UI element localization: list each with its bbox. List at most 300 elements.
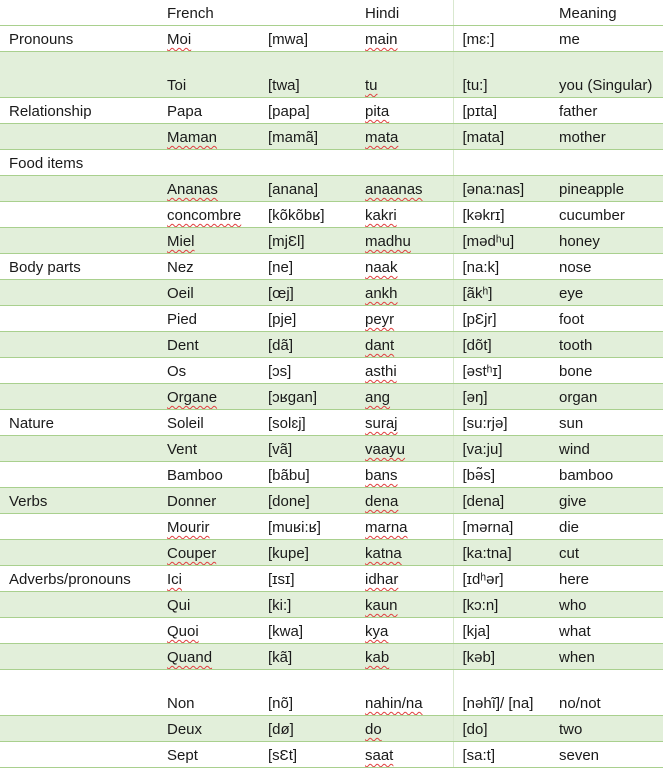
- meaning-text: seven: [559, 747, 600, 764]
- meaning-text: when: [559, 649, 595, 666]
- meaning-text: cut: [559, 545, 580, 562]
- hindi-ipa-cell: [453, 150, 550, 176]
- category-text: Relationship: [9, 103, 92, 120]
- table-row: [0, 150, 663, 176]
- category-cell: [0, 592, 158, 618]
- french-ipa-text: [pje]: [268, 311, 297, 328]
- french-word-text: Soleil: [167, 415, 204, 432]
- meaning-text: honey: [559, 233, 600, 250]
- french-ipa-cell: [259, 716, 356, 742]
- french-ipa-text: [ɔs]: [268, 363, 292, 380]
- french-word-text: Mourir: [167, 519, 210, 536]
- french-ipa-text: [twa]: [268, 77, 300, 94]
- hindi-word-cell: [356, 436, 453, 462]
- french-ipa-cell: [259, 436, 356, 462]
- hindi-ipa-cell: [453, 410, 550, 436]
- french-ipa-cell: [259, 332, 356, 358]
- french-word-text: Quand: [167, 649, 213, 666]
- meaning-cell: [550, 26, 663, 52]
- french-ipa-cell: [259, 254, 356, 280]
- hindi-ipa-cell: [453, 124, 550, 150]
- hindi-word-text: nahin/na: [365, 695, 423, 712]
- french-ipa-cell: [259, 618, 356, 644]
- hindi-ipa-text: [su:rjə]: [462, 415, 508, 432]
- french-word-text: Bamboo: [167, 467, 223, 484]
- hindi-word-cell: [356, 716, 453, 742]
- hindi-word-cell: [356, 462, 453, 488]
- hindi-word-text: saat: [365, 747, 394, 764]
- french-word-cell: [158, 176, 259, 202]
- meaning-cell: [550, 228, 663, 254]
- hindi-ipa-text: [mɛ:]: [462, 31, 495, 48]
- french-word-text: Couper: [167, 545, 217, 562]
- table-body: [0, 26, 663, 768]
- french-ipa-cell: [259, 384, 356, 410]
- french-ipa-cell: [259, 410, 356, 436]
- hindi-word-text: peyr: [365, 311, 395, 328]
- french-ipa-cell: [259, 176, 356, 202]
- hindi-word-text: kakri: [365, 207, 397, 224]
- french-ipa-text: [dã]: [268, 337, 294, 354]
- french-ipa-text: [dø]: [268, 721, 294, 738]
- french-ipa-text: [ki:]: [268, 597, 292, 614]
- french-ipa-cell: [259, 26, 356, 52]
- meaning-text: who: [559, 597, 587, 614]
- meaning-cell: [550, 384, 663, 410]
- french-ipa-cell: [259, 670, 356, 716]
- table-row: [0, 488, 663, 514]
- category-cell: [0, 280, 158, 306]
- category-cell: [0, 124, 158, 150]
- french-ipa-cell: [259, 280, 356, 306]
- header-cell-hindi: Hindi: [356, 0, 453, 26]
- french-word-text: Moi: [167, 31, 192, 48]
- hindi-ipa-cell: [453, 670, 550, 716]
- hindi-word-cell: [356, 566, 453, 592]
- table-row: [0, 670, 663, 716]
- hindi-ipa-cell: [453, 280, 550, 306]
- hindi-word-text: dena: [365, 493, 399, 510]
- table-row: [0, 462, 663, 488]
- french-ipa-text: [vã]: [268, 441, 293, 458]
- french-word-text: Ici: [167, 571, 182, 588]
- category-text: Nature: [9, 415, 55, 432]
- french-word-text: concombre: [167, 207, 242, 224]
- french-ipa-cell: [259, 644, 356, 670]
- french-word-cell: [158, 306, 259, 332]
- french-ipa-text: [kwa]: [268, 623, 304, 640]
- table-row: [0, 566, 663, 592]
- meaning-cell: [550, 254, 663, 280]
- meaning-cell: [550, 716, 663, 742]
- category-cell: [0, 26, 158, 52]
- french-word-cell: [158, 384, 259, 410]
- french-ipa-cell: [259, 98, 356, 124]
- french-ipa-text: [ɪsɪ]: [268, 571, 295, 588]
- meaning-text: pineapple: [559, 181, 625, 198]
- hindi-ipa-cell: [453, 462, 550, 488]
- meaning-text: mother: [559, 129, 606, 146]
- meaning-text: wind: [559, 441, 590, 458]
- french-word-text: Ananas: [167, 181, 218, 198]
- french-word-text: Papa: [167, 103, 203, 120]
- meaning-text: father: [559, 103, 598, 120]
- french-word-cell: [158, 228, 259, 254]
- french-word-cell: [158, 254, 259, 280]
- hindi-word-text: madhu: [365, 233, 411, 250]
- hindi-ipa-text: [na:k]: [462, 259, 500, 276]
- category-cell: [0, 488, 158, 514]
- table-row: [0, 592, 663, 618]
- french-ipa-text: [bãbu]: [268, 467, 310, 484]
- french-ipa-text: [mwa]: [268, 31, 309, 48]
- french-word-text: Miel: [167, 233, 195, 250]
- french-word-text: Maman: [167, 129, 218, 146]
- french-ipa-cell: [259, 462, 356, 488]
- hindi-word-text: suraj: [365, 415, 398, 432]
- french-ipa-text: [ne]: [268, 259, 294, 276]
- hindi-word-cell: [356, 358, 453, 384]
- french-ipa-text: [papa]: [268, 103, 310, 120]
- french-word-cell: [158, 644, 259, 670]
- meaning-cell: [550, 280, 663, 306]
- hindi-ipa-text: [ɪdʰər]: [462, 571, 504, 588]
- hindi-word-cell: [356, 150, 453, 176]
- meaning-text: die: [559, 519, 580, 536]
- category-cell: [0, 202, 158, 228]
- category-cell: [0, 716, 158, 742]
- french-word-cell: [158, 436, 259, 462]
- hindi-word-cell: [356, 384, 453, 410]
- meaning-cell: [550, 52, 663, 98]
- french-word-cell: [158, 488, 259, 514]
- table-row: [0, 716, 663, 742]
- hindi-ipa-cell: [453, 254, 550, 280]
- french-word-text: Non: [167, 695, 195, 712]
- hindi-word-cell: [356, 280, 453, 306]
- table-row: [0, 618, 663, 644]
- french-word-cell: [158, 742, 259, 768]
- header-cell-french: French: [158, 0, 259, 26]
- hindi-ipa-cell: [453, 514, 550, 540]
- french-word-text: Organe: [167, 389, 218, 406]
- hindi-word-text: dant: [365, 337, 395, 354]
- french-word-text: Quoi: [167, 623, 199, 640]
- category-text: Body parts: [9, 259, 81, 276]
- meaning-text: eye: [559, 285, 584, 302]
- hindi-ipa-text: [bə̃s]: [462, 467, 496, 484]
- hindi-word-text: naak: [365, 259, 398, 276]
- french-word-cell: [158, 670, 259, 716]
- french-word-text: Deux: [167, 721, 203, 738]
- table-row: [0, 644, 663, 670]
- hindi-word-cell: [356, 124, 453, 150]
- table-row: [0, 280, 663, 306]
- french-word-cell: [158, 52, 259, 98]
- hindi-ipa-cell: [453, 228, 550, 254]
- meaning-text: here: [559, 571, 590, 588]
- french-word-text: Toi: [167, 77, 187, 94]
- french-word-text: Os: [167, 363, 187, 380]
- hindi-ipa-text: [kja]: [462, 623, 491, 640]
- category-cell: [0, 742, 158, 768]
- french-word-cell: [158, 280, 259, 306]
- french-word-cell: [158, 98, 259, 124]
- hindi-word-text: kab: [365, 649, 390, 666]
- hindi-word-cell: [356, 228, 453, 254]
- meaning-text: sun: [559, 415, 584, 432]
- hindi-ipa-text: [mərna]: [462, 519, 514, 536]
- category-cell: [0, 358, 158, 384]
- meaning-text: give: [559, 493, 587, 510]
- hindi-word-cell: [356, 514, 453, 540]
- category-cell: [0, 98, 158, 124]
- french-ipa-cell: [259, 514, 356, 540]
- french-ipa-cell: [259, 566, 356, 592]
- hindi-word-text: ang: [365, 389, 391, 406]
- category-cell: [0, 436, 158, 462]
- meaning-text: nose: [559, 259, 592, 276]
- hindi-word-text: pita: [365, 103, 390, 120]
- table-row: [0, 410, 663, 436]
- french-ipa-text: [kõkõbʁ]: [268, 207, 325, 224]
- hindi-word-cell: [356, 670, 453, 716]
- table-row: [0, 124, 663, 150]
- french-ipa-text: [kupe]: [268, 545, 309, 562]
- header-cell-category: [0, 0, 158, 26]
- french-ipa-text: [done]: [268, 493, 310, 510]
- french-ipa-text: [kã]: [268, 649, 293, 666]
- hindi-ipa-text: [əstʰɪ]: [462, 363, 502, 380]
- hindi-ipa-cell: [453, 742, 550, 768]
- french-ipa-text: [anana]: [268, 181, 319, 198]
- french-word-cell: [158, 566, 259, 592]
- hindi-ipa-cell: [453, 176, 550, 202]
- hindi-word-text: do: [365, 721, 382, 738]
- french-word-text: Qui: [167, 597, 191, 614]
- french-ipa-text: [mjƐl]: [268, 233, 305, 250]
- table-row: [0, 358, 663, 384]
- meaning-cell: [550, 436, 663, 462]
- meaning-cell: [550, 176, 663, 202]
- hindi-ipa-cell: [453, 384, 550, 410]
- french-ipa-text: [ɔʁgan]: [268, 389, 317, 406]
- hindi-word-text: tu: [365, 77, 378, 94]
- hindi-word-text: katna: [365, 545, 402, 562]
- french-word-cell: [158, 540, 259, 566]
- table-row: [0, 26, 663, 52]
- french-ipa-text: [sƐt]: [268, 747, 298, 764]
- meaning-cell: [550, 306, 663, 332]
- hindi-ipa-text: [kəkrɪ]: [462, 207, 505, 224]
- category-cell: [0, 384, 158, 410]
- category-cell: [0, 150, 158, 176]
- french-word-cell: [158, 150, 259, 176]
- hindi-ipa-cell: [453, 26, 550, 52]
- header-row: [0, 0, 663, 26]
- meaning-cell: [550, 670, 663, 716]
- table-row: [0, 436, 663, 462]
- french-word-cell: [158, 410, 259, 436]
- header-cell-hindi-ipa: [453, 0, 550, 26]
- hindi-ipa-cell: [453, 332, 550, 358]
- french-ipa-text: [mamã]: [268, 129, 319, 146]
- hindi-ipa-cell: [453, 436, 550, 462]
- meaning-text: organ: [559, 389, 598, 406]
- table-row: [0, 332, 663, 358]
- hindi-ipa-text: [do]: [462, 721, 488, 738]
- meaning-cell: [550, 358, 663, 384]
- hindi-word-text: idhar: [365, 571, 399, 588]
- french-word-text: Donner: [167, 493, 217, 510]
- meaning-cell: [550, 742, 663, 768]
- french-ipa-cell: [259, 52, 356, 98]
- meaning-cell: [550, 540, 663, 566]
- hindi-word-text: bans: [365, 467, 398, 484]
- meaning-text: bone: [559, 363, 593, 380]
- table-row: [0, 514, 663, 540]
- hindi-ipa-cell: [453, 540, 550, 566]
- category-text: Pronouns: [9, 31, 74, 48]
- meaning-cell: [550, 410, 663, 436]
- hindi-word-text: main: [365, 31, 398, 48]
- hindi-word-cell: [356, 202, 453, 228]
- hindi-word-text: anaanas: [365, 181, 423, 198]
- hindi-ipa-cell: [453, 644, 550, 670]
- hindi-word-text: ankh: [365, 285, 398, 302]
- table-row: [0, 202, 663, 228]
- french-word-cell: [158, 716, 259, 742]
- hindi-ipa-text: [dõt]: [462, 337, 492, 354]
- french-word-cell: [158, 124, 259, 150]
- hindi-ipa-text: [nəhĩ]/ [na]: [462, 695, 534, 712]
- category-text: Adverbs/pronouns: [9, 571, 131, 588]
- hindi-ipa-text: [sa:t]: [462, 747, 496, 764]
- category-cell: [0, 540, 158, 566]
- hindi-ipa-cell: [453, 98, 550, 124]
- hindi-word-text: mata: [365, 129, 399, 146]
- hindi-word-text: kya: [365, 623, 389, 640]
- hindi-ipa-cell: [453, 358, 550, 384]
- meaning-cell: [550, 514, 663, 540]
- french-word-cell: [158, 332, 259, 358]
- category-cell: [0, 462, 158, 488]
- header-cell-french-ipa: [259, 0, 356, 26]
- french-word-cell: [158, 618, 259, 644]
- french-ipa-cell: [259, 488, 356, 514]
- french-ipa-cell: [259, 202, 356, 228]
- french-word-text: Vent: [167, 441, 198, 458]
- french-word-cell: [158, 462, 259, 488]
- french-word-text: Nez: [167, 259, 194, 276]
- meaning-text: what: [559, 623, 591, 640]
- meaning-text: foot: [559, 311, 585, 328]
- meaning-cell: [550, 150, 663, 176]
- hindi-ipa-cell: [453, 202, 550, 228]
- hindi-word-cell: [356, 98, 453, 124]
- hindi-ipa-text: [mədʰu]: [462, 233, 515, 250]
- french-word-cell: [158, 592, 259, 618]
- hindi-ipa-text: [va:ju]: [462, 441, 503, 458]
- hindi-word-cell: [356, 618, 453, 644]
- category-cell: [0, 176, 158, 202]
- french-ipa-cell: [259, 540, 356, 566]
- meaning-text: bamboo: [559, 467, 614, 484]
- meaning-cell: [550, 202, 663, 228]
- table-row: [0, 384, 663, 410]
- table-row: [0, 176, 663, 202]
- hindi-word-cell: [356, 540, 453, 566]
- french-ipa-cell: [259, 306, 356, 332]
- hindi-word-cell: [356, 644, 453, 670]
- meaning-text: you (Singular): [559, 77, 653, 94]
- category-cell: [0, 228, 158, 254]
- hindi-word-cell: [356, 176, 453, 202]
- hindi-ipa-text: [kəb]: [462, 649, 496, 666]
- hindi-ipa-text: [kɔ:n]: [462, 597, 499, 614]
- meaning-cell: [550, 644, 663, 670]
- hindi-word-cell: [356, 26, 453, 52]
- hindi-ipa-text: [pƐjr]: [462, 311, 497, 328]
- meaning-cell: [550, 618, 663, 644]
- hindi-word-text: asthi: [365, 363, 397, 380]
- meaning-cell: [550, 462, 663, 488]
- hindi-word-text: vaayu: [365, 441, 406, 458]
- meaning-cell: [550, 488, 663, 514]
- hindi-word-cell: [356, 488, 453, 514]
- category-text: Food items: [9, 155, 84, 172]
- hindi-ipa-text: [mata]: [462, 129, 505, 146]
- hindi-ipa-text: [əŋ]: [462, 389, 488, 406]
- meaning-cell: [550, 98, 663, 124]
- category-cell: [0, 52, 158, 98]
- meaning-text: tooth: [559, 337, 593, 354]
- hindi-ipa-cell: [453, 488, 550, 514]
- french-word-text: Oeil: [167, 285, 194, 302]
- meaning-text: me: [559, 31, 580, 48]
- hindi-ipa-text: [dena]: [462, 493, 505, 510]
- french-ipa-text: [solɛj]: [268, 415, 306, 432]
- table-row: [0, 228, 663, 254]
- hindi-word-cell: [356, 254, 453, 280]
- french-ipa-text: [nõ]: [268, 695, 294, 712]
- french-ipa-cell: [259, 228, 356, 254]
- french-word-text: Pied: [167, 311, 198, 328]
- meaning-text: no/not: [559, 695, 601, 712]
- category-text: Verbs: [9, 493, 48, 510]
- hindi-word-cell: [356, 52, 453, 98]
- hindi-word-cell: [356, 742, 453, 768]
- hindi-ipa-cell: [453, 716, 550, 742]
- hindi-word-cell: [356, 592, 453, 618]
- meaning-cell: [550, 124, 663, 150]
- french-ipa-cell: [259, 742, 356, 768]
- category-cell: [0, 618, 158, 644]
- french-word-cell: [158, 358, 259, 384]
- category-cell: [0, 644, 158, 670]
- header-cell-meaning: Meaning: [550, 0, 663, 26]
- hindi-ipa-cell: [453, 306, 550, 332]
- table-row: [0, 52, 663, 98]
- french-ipa-text: [œj]: [268, 285, 294, 302]
- hindi-ipa-text: [pɪta]: [462, 103, 498, 120]
- meaning-cell: [550, 566, 663, 592]
- french-ipa-cell: [259, 150, 356, 176]
- hindi-ipa-cell: [453, 592, 550, 618]
- french-ipa-cell: [259, 592, 356, 618]
- hindi-word-text: marna: [365, 519, 408, 536]
- table-row: [0, 254, 663, 280]
